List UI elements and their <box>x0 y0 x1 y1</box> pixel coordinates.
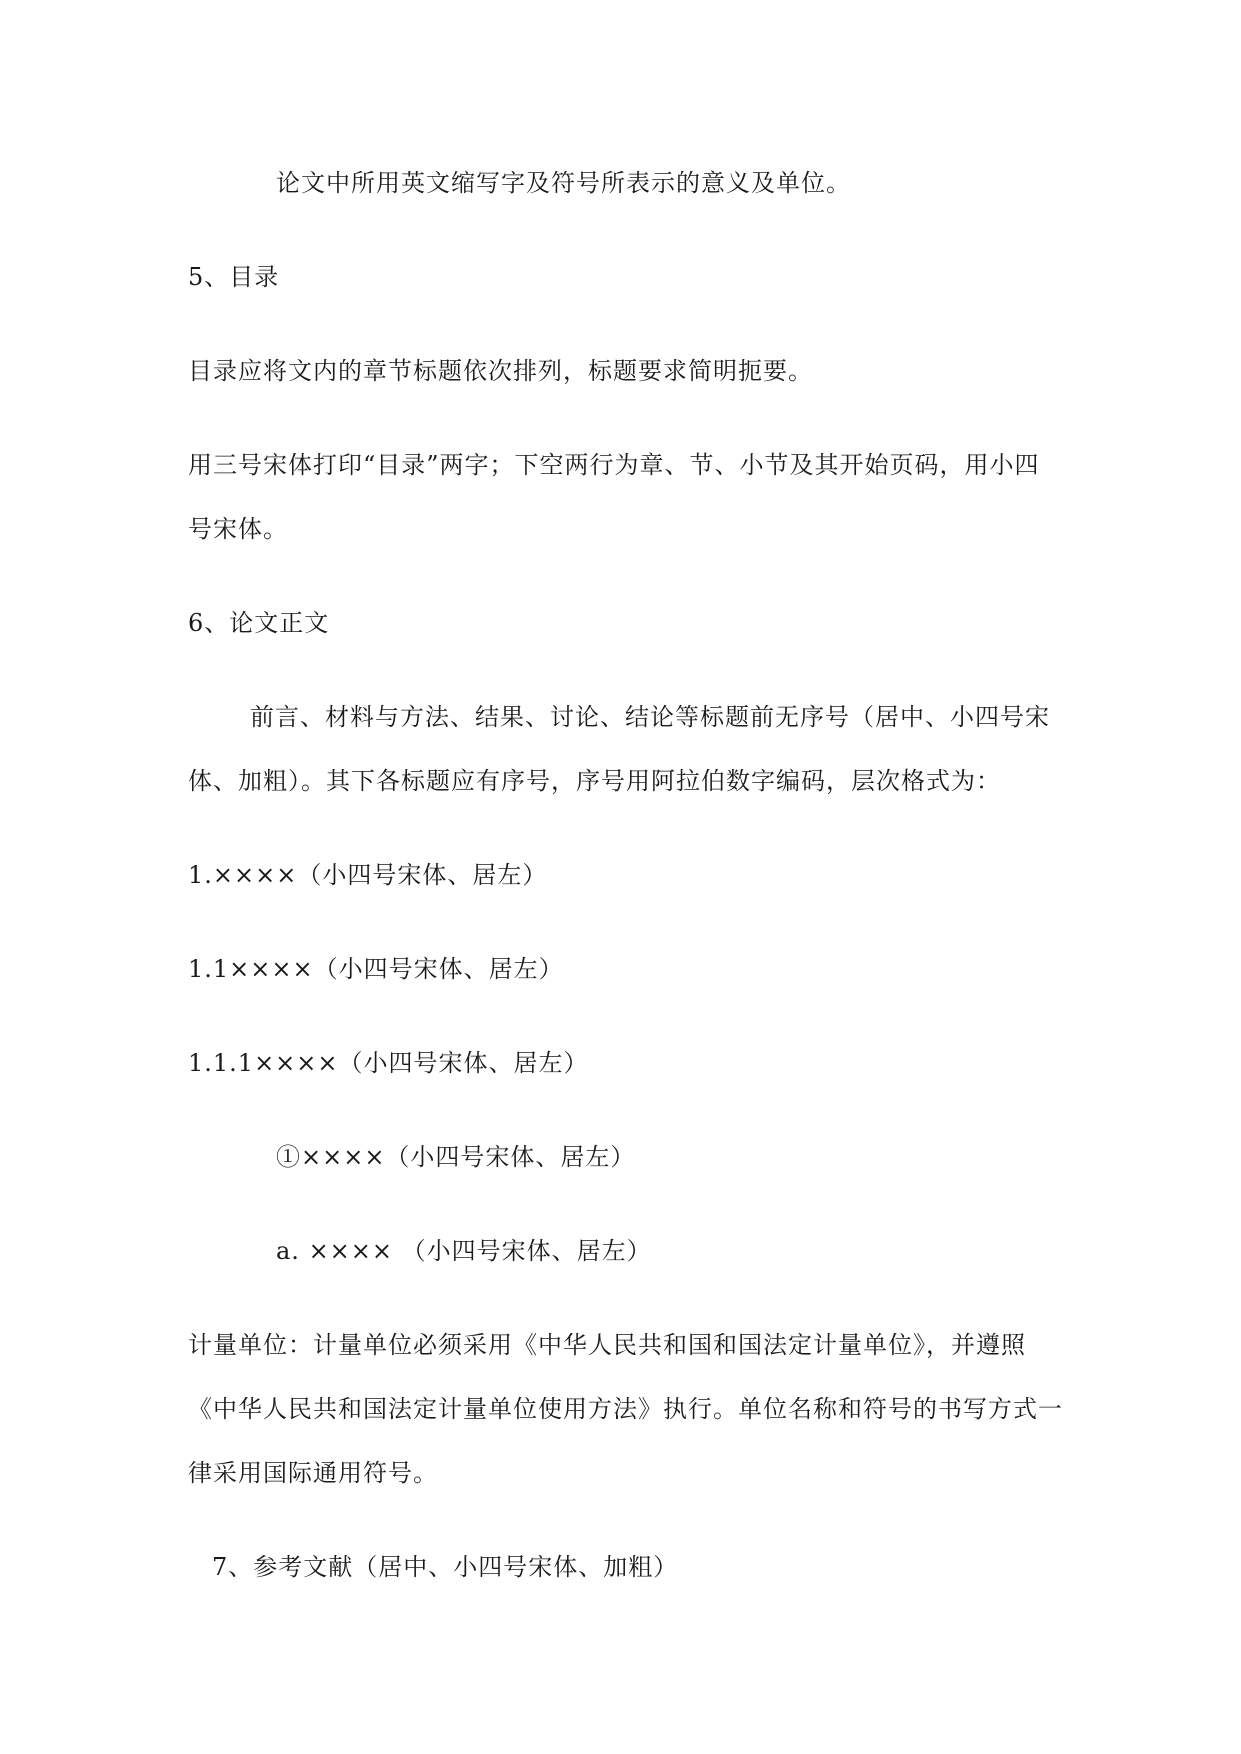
heading-format-level-3: 1.1.1××××（小四号宋体、居左） <box>188 1049 589 1077</box>
abbreviation-paragraph: 论文中所用英文缩写字及符号所表示的意义及单位。 <box>276 169 851 197</box>
contents-paragraph-2-line-1: 用三号宋体打印“目录”两字；下空两行为章、节、小节及其开始页码，用小四 <box>188 451 1040 479</box>
section-heading-references: 7、参考文献（居中、小四号宋体、加粗） <box>212 1553 679 1581</box>
units-paragraph-line-2: 《中华人民共和国法定计量单位使用方法》执行。单位名称和符号的书写方式一 <box>188 1395 1063 1423</box>
section-heading-body: 6、论文正文 <box>188 609 330 637</box>
body-paragraph-line-2: 体、加粗）。其下各标题应有序号，序号用阿拉伯数字编码，层次格式为： <box>188 767 1001 795</box>
units-paragraph-line-1: 计量单位：计量单位必须采用《中华人民共和国和国法定计量单位》，并遵照 <box>188 1331 1026 1359</box>
heading-format-level-2: 1.1××××（小四号宋体、居左） <box>188 955 564 983</box>
contents-paragraph-1: 目录应将文内的章节标题依次排列，标题要求简明扼要。 <box>188 357 813 385</box>
heading-format-level-4: ①××××（小四号宋体、居左） <box>276 1143 636 1171</box>
heading-format-level-1: 1.××××（小四号宋体、居左） <box>188 861 548 889</box>
section-heading-contents: 5、目录 <box>188 263 280 291</box>
body-paragraph-line-1: 前言、材料与方法、结果、讨论、结论等标题前无序号（居中、小四号宋 <box>250 703 1050 731</box>
units-paragraph-line-3: 律采用国际通用符号。 <box>188 1459 438 1487</box>
heading-format-level-5: a. ×××× （小四号宋体、居左） <box>276 1237 652 1265</box>
contents-paragraph-2-line-2: 号宋体。 <box>188 515 288 543</box>
